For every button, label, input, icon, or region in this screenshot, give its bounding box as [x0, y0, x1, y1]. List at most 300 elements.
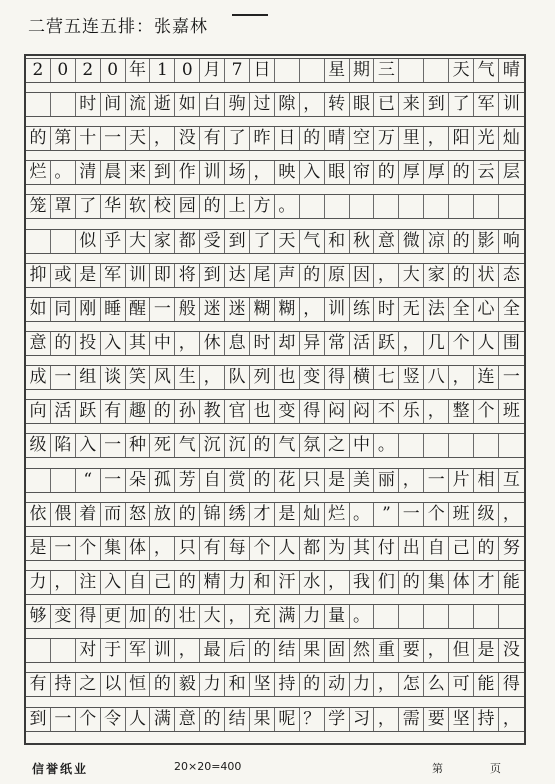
grid-cell: 竖 [399, 366, 424, 389]
grid-cell: 力 [350, 673, 375, 696]
grid-cell: 了 [250, 230, 275, 253]
grid-cell: 体 [449, 571, 474, 594]
grid-cell: ， [250, 161, 275, 184]
grid-cell: 如 [26, 298, 51, 321]
grid-cell: 逝 [150, 93, 175, 116]
grid-cell: 家 [424, 264, 449, 287]
grid-row [26, 194, 524, 219]
grid-cell: 一 [101, 469, 126, 492]
grid-cell: 活 [350, 332, 375, 355]
grid-cell: 全 [502, 299, 520, 319]
grid-cell: 是 [26, 537, 51, 560]
grid-cell: 日 [250, 59, 275, 82]
grid-cell: 持 [275, 673, 300, 696]
grid-cell: ， [399, 332, 424, 355]
grid-cell: 里 [399, 127, 424, 150]
grid-cell: ， [300, 298, 325, 321]
grid-cell: 期 [350, 59, 375, 82]
grid-cell: 怎 [399, 673, 424, 696]
grid-cell: ， [200, 366, 225, 389]
grid-cell: 了 [449, 93, 474, 116]
grid-cell: 习 [350, 708, 375, 731]
grid-cell: 怒 [126, 503, 151, 526]
grid-cell: 乐 [399, 400, 424, 423]
grid-cell: 响 [502, 231, 520, 251]
grid-cell: 级 [474, 503, 499, 526]
grid-cell: 0 [101, 59, 126, 82]
grid-cell: 过 [250, 93, 275, 116]
grid-cell: 跃 [374, 332, 399, 355]
grid-cell [51, 93, 76, 116]
grid-cell: 和 [325, 230, 350, 253]
grid-cell: 花 [275, 469, 300, 492]
grid-cell: 灿 [502, 128, 520, 148]
grid-cell: 已 [374, 93, 399, 116]
grid-cell: 家 [150, 230, 175, 253]
grid-cell: 七 [374, 366, 399, 389]
grid-cell: 息 [225, 332, 250, 355]
grid-cell: 气 [275, 434, 300, 457]
grid-cell: 力 [300, 605, 325, 628]
grid-cell: 充 [250, 605, 275, 628]
grid-cell: 都 [300, 537, 325, 560]
grid-cell [399, 434, 424, 457]
grid-cell [499, 434, 524, 457]
grid-cell: 原 [325, 264, 350, 287]
grid-cell: 昨 [250, 127, 275, 150]
grid-cell: ， [502, 504, 520, 524]
grid-cell: 抑 [26, 264, 51, 287]
grid-cell: 训 [325, 298, 350, 321]
grid-cell: 孙 [175, 400, 200, 423]
page-label: 第 [432, 762, 443, 775]
grid-cell: 烂 [325, 503, 350, 526]
grid-cell: 才 [250, 503, 275, 526]
grid-cell: 成 [26, 366, 51, 389]
grid-cell: 的 [150, 605, 175, 628]
grid-cell: 结 [275, 639, 300, 662]
grid-cell: 时 [76, 93, 101, 116]
grid-cell: 隙 [275, 93, 300, 116]
grid-cell: 持 [474, 708, 499, 731]
grid-cell: 沉 [200, 434, 225, 457]
grid-cell: 向 [26, 400, 51, 423]
grid-cell: ， [175, 332, 200, 355]
grid-cell: 连 [474, 366, 499, 389]
grid-cell: 罩 [51, 195, 76, 218]
grid-cell: 尾 [250, 264, 275, 287]
grid-cell: 到 [150, 161, 175, 184]
grid-cell: 的 [449, 161, 474, 184]
grid-cell: ， [424, 639, 449, 662]
grid-cell: 力 [26, 571, 51, 594]
grid-row [26, 263, 524, 288]
grid-cell: 但 [449, 639, 474, 662]
grid-cell: 死 [150, 434, 175, 457]
grid-cell: 的 [300, 673, 325, 696]
grid-cell: 华 [101, 195, 126, 218]
grid-cell [499, 605, 524, 628]
grid-row [26, 707, 524, 732]
grid-cell: ， [150, 127, 175, 150]
grid-cell: 恒 [126, 673, 151, 696]
grid-cell: 2 [26, 59, 51, 82]
grid-cell: 的 [449, 264, 474, 287]
grid-cell: 。 [275, 195, 300, 218]
grid-cell: 集 [424, 571, 449, 594]
grid-cell: 状 [474, 264, 499, 287]
grid-cell: 军 [101, 264, 126, 287]
grid-cell: ， [300, 93, 325, 116]
grid-cell: 个 [76, 537, 101, 560]
grid-cell: 偎 [51, 503, 76, 526]
grid-cell: 重 [374, 639, 399, 662]
grid-cell: 的 [300, 264, 325, 287]
grid-cell: 大 [126, 230, 151, 253]
grid-cell: 努 [502, 538, 520, 558]
grid-cell [399, 605, 424, 628]
grid-cell: 八 [424, 366, 449, 389]
grid-cell [399, 195, 424, 218]
grid-cell [424, 605, 449, 628]
grid-row [26, 126, 524, 151]
grid-cell: 锦 [200, 503, 225, 526]
grid-cell: 动 [325, 673, 350, 696]
grid-cell: 需 [399, 708, 424, 731]
grid-cell [474, 434, 499, 457]
grid-cell: 才 [474, 571, 499, 594]
grid-cell: 绣 [225, 503, 250, 526]
grid-cell [26, 469, 51, 492]
grid-row [26, 365, 524, 390]
grid-cell: 到 [424, 93, 449, 116]
grid-row [26, 672, 524, 697]
grid-cell: 秋 [350, 230, 375, 253]
grid-cell: 时 [250, 332, 275, 355]
grid-cell: ， [175, 639, 200, 662]
grid-cell: 校 [150, 195, 175, 218]
grid-cell [374, 195, 399, 218]
grid-cell: 一 [51, 366, 76, 389]
grid-cell: 更 [101, 605, 126, 628]
grid-cell: 7 [225, 59, 250, 82]
grid-cell: 氛 [300, 434, 325, 457]
grid-cell: 加 [126, 605, 151, 628]
grid-cell: ， [424, 400, 449, 423]
grid-cell: 己 [449, 537, 474, 560]
grid-row [26, 331, 524, 356]
grid-cell: 烂 [26, 161, 51, 184]
grid-cell: 谈 [101, 366, 126, 389]
grid-cell: 己 [150, 571, 175, 594]
grid-cell: 驹 [225, 93, 250, 116]
grid-cell: 受 [200, 230, 225, 253]
grid-cell: 得 [300, 400, 325, 423]
grid-cell [51, 469, 76, 492]
grid-cell: 大 [200, 605, 225, 628]
grid-cell: ， [374, 264, 399, 287]
grid-cell [499, 195, 524, 218]
grid-cell: 人 [474, 332, 499, 355]
grid-cell: 朵 [126, 469, 151, 492]
grid-cell: 可 [449, 673, 474, 696]
grid-cell: 天 [449, 59, 474, 82]
grid-cell: 的 [250, 469, 275, 492]
grid-cell: 丽 [374, 469, 399, 492]
grid-cell: 军 [126, 639, 151, 662]
grid-cell: 军 [474, 93, 499, 116]
grid-cell: 闷 [325, 400, 350, 423]
grid-cell: 作 [175, 161, 200, 184]
grid-cell: 训 [502, 94, 520, 114]
grid-cell [449, 605, 474, 628]
grid-cell: 眼 [325, 161, 350, 184]
grid-cell: 同 [51, 298, 76, 321]
grid-cell: 空 [350, 127, 375, 150]
grid-cell: 星 [325, 59, 350, 82]
grid-cell [300, 195, 325, 218]
grid-cell: 果 [300, 639, 325, 662]
grid-cell: 组 [76, 366, 101, 389]
grid-row [26, 297, 524, 322]
grid-cell [26, 639, 51, 662]
grid-cell: 要 [399, 639, 424, 662]
grid-cell: 意 [26, 332, 51, 355]
grid-cell [51, 230, 76, 253]
grid-row [26, 604, 524, 629]
grid-cell: 入 [101, 332, 126, 355]
grid-cell: 一 [150, 298, 175, 321]
grid-cell: 其 [126, 332, 151, 355]
grid-cell: 一 [424, 469, 449, 492]
grid-cell: 得 [76, 605, 101, 628]
grid-cell: 的 [474, 537, 499, 560]
grid-cell: 达 [225, 264, 250, 287]
grid-cell [424, 59, 449, 82]
grid-cell: 意 [374, 230, 399, 253]
grid-row [26, 433, 524, 458]
grid-cell: 和 [225, 673, 250, 696]
grid-row [26, 570, 524, 595]
grid-cell: 到 [225, 230, 250, 253]
grid-cell: 练 [350, 298, 375, 321]
grid-cell: ， [374, 673, 399, 696]
grid-cell: 的 [250, 639, 275, 662]
grid-cell: 级 [26, 434, 51, 457]
grid-cell [374, 605, 399, 628]
grid-cell: 软 [126, 195, 151, 218]
grid-cell: 的 [175, 571, 200, 594]
grid-row [26, 399, 524, 424]
grid-cell: “ [76, 469, 101, 492]
author-line: 二营五连五排：张嘉林 [28, 17, 208, 37]
grid-cell: 一 [51, 708, 76, 731]
grid-cell: 层 [502, 162, 520, 182]
grid-cell: 结 [225, 708, 250, 731]
grid-cell: 清 [76, 161, 101, 184]
grid-cell: 影 [474, 230, 499, 253]
grid-cell: 有 [26, 673, 51, 696]
grid-row [26, 536, 524, 561]
grid-cell: 力 [200, 673, 225, 696]
grid-cell: 汗 [275, 571, 300, 594]
grid-cell: 。 [374, 434, 399, 457]
grid-cell: 第 [51, 127, 76, 150]
grid-cell: 其 [350, 537, 375, 560]
grid-cell: 的 [200, 708, 225, 731]
grid-cell: 之 [325, 434, 350, 457]
grid-cell: 个 [474, 400, 499, 423]
grid-cell: 力 [225, 571, 250, 594]
grid-cell: 的 [399, 571, 424, 594]
grid-cell: 么 [424, 673, 449, 696]
grid-cell: 只 [300, 469, 325, 492]
grid-cell: 般 [175, 298, 200, 321]
grid-cell [424, 195, 449, 218]
grid-cell: 得 [325, 366, 350, 389]
grid-cell: 着 [76, 503, 101, 526]
grid-cell: 坚 [449, 708, 474, 731]
grid-cell: 集 [101, 537, 126, 560]
grid-cell: 能 [474, 673, 499, 696]
grid-cell: 有 [101, 400, 126, 423]
grid-cell: 白 [200, 93, 225, 116]
grid-cell: ， [399, 469, 424, 492]
grid-cell: 的 [175, 503, 200, 526]
grid-cell: 是 [76, 264, 101, 287]
grid-cell: 壮 [175, 605, 200, 628]
grid-cell: 糊 [250, 298, 275, 321]
grid-cell: ， [325, 571, 350, 594]
grid-cell: 得 [502, 674, 520, 694]
grid-cell: 活 [51, 400, 76, 423]
grid-cell: 晴 [325, 127, 350, 150]
grid-cell: 将 [175, 264, 200, 287]
grid-cell: 投 [76, 332, 101, 355]
grid-cell: 帘 [350, 161, 375, 184]
grid-cell: 的 [449, 230, 474, 253]
grid-cell: 和 [250, 571, 275, 594]
grid-cell: 队 [225, 366, 250, 389]
top-dash-mark [232, 14, 268, 16]
grid-cell: 醒 [126, 298, 151, 321]
grid-cell: 个 [449, 332, 474, 355]
grid-cell: 训 [150, 639, 175, 662]
paper-footer [0, 748, 555, 784]
grid-cell: 依 [26, 503, 51, 526]
grid-cell: 的 [150, 673, 175, 696]
grid-cell: 自 [126, 571, 151, 594]
grid-cell: 互 [502, 470, 520, 490]
grid-cell: 气 [474, 59, 499, 82]
grid-cell: ， [449, 366, 474, 389]
grid-cell: 训 [200, 161, 225, 184]
grid-cell: 是 [325, 469, 350, 492]
grid-spec: 20×20=400 [174, 760, 242, 773]
grid-cell: 常 [325, 332, 350, 355]
grid-cell: 毅 [175, 673, 200, 696]
grid-cell [275, 59, 300, 82]
grid-cell [26, 230, 51, 253]
grid-cell: 一 [51, 537, 76, 560]
grid-cell: ？ [300, 708, 325, 731]
grid-cell: 以 [101, 673, 126, 696]
grid-cell: 都 [175, 230, 200, 253]
grid-cell: 满 [150, 708, 175, 731]
grid-cell: 整 [449, 400, 474, 423]
grid-cell: ， [51, 571, 76, 594]
grid-cell: 每 [225, 537, 250, 560]
grid-cell: 转 [325, 93, 350, 116]
grid-cell: 的 [300, 127, 325, 150]
grid-cell: 休 [200, 332, 225, 355]
grid-cell: 横 [350, 366, 375, 389]
page-label-suffix: 页 [490, 762, 501, 775]
grid-cell: 够 [26, 605, 51, 628]
grid-cell: 教 [200, 400, 225, 423]
grid-cell: 水 [300, 571, 325, 594]
grid-cell: 的 [51, 332, 76, 355]
grid-cell: 固 [325, 639, 350, 662]
grid-cell: 自 [424, 537, 449, 560]
grid-cell: 的 [250, 434, 275, 457]
grid-row [26, 638, 524, 663]
grid-row [26, 160, 524, 185]
grid-cell [325, 195, 350, 218]
grid-cell: 只 [175, 537, 200, 560]
grid-cell: 方 [250, 195, 275, 218]
grid-cell [399, 59, 424, 82]
grid-cell: 果 [250, 708, 275, 731]
grid-cell: 几 [424, 332, 449, 355]
grid-cell: 到 [26, 708, 51, 731]
grid-cell: 体 [126, 537, 151, 560]
grid-cell: 官 [225, 400, 250, 423]
grid-cell: 气 [175, 434, 200, 457]
grid-cell: 的 [150, 400, 175, 423]
grid-cell: 赏 [225, 469, 250, 492]
grid-cell: 光 [474, 127, 499, 150]
grid-cell: 的 [374, 161, 399, 184]
grid-row [26, 468, 524, 493]
grid-cell: 迷 [200, 298, 225, 321]
grid-cell: 眼 [350, 93, 375, 116]
grid-cell: 风 [150, 366, 175, 389]
grid-cell: 付 [374, 537, 399, 560]
grid-cell: 0 [51, 59, 76, 82]
grid-cell: 对 [76, 639, 101, 662]
grid-cell: 量 [325, 605, 350, 628]
grid-cell: 种 [126, 434, 151, 457]
grid-cell: 因 [350, 264, 375, 287]
grid-cell: 不 [374, 400, 399, 423]
grid-cell: 沉 [225, 434, 250, 457]
grid-cell: 注 [76, 571, 101, 594]
grid-cell: 孤 [150, 469, 175, 492]
grid-cell: 芳 [175, 469, 200, 492]
grid-cell [26, 93, 51, 116]
grid-cell: 中 [150, 332, 175, 355]
grid-cell: 个 [424, 503, 449, 526]
grid-cell: 。 [350, 605, 375, 628]
grid-cell [350, 195, 375, 218]
grid-cell: 学 [325, 708, 350, 731]
grid-cell [300, 59, 325, 82]
grid-cell: 一 [399, 503, 424, 526]
grid-cell: 是 [474, 639, 499, 662]
grid-cell: 后 [225, 639, 250, 662]
grid-cell: 十 [76, 127, 101, 150]
